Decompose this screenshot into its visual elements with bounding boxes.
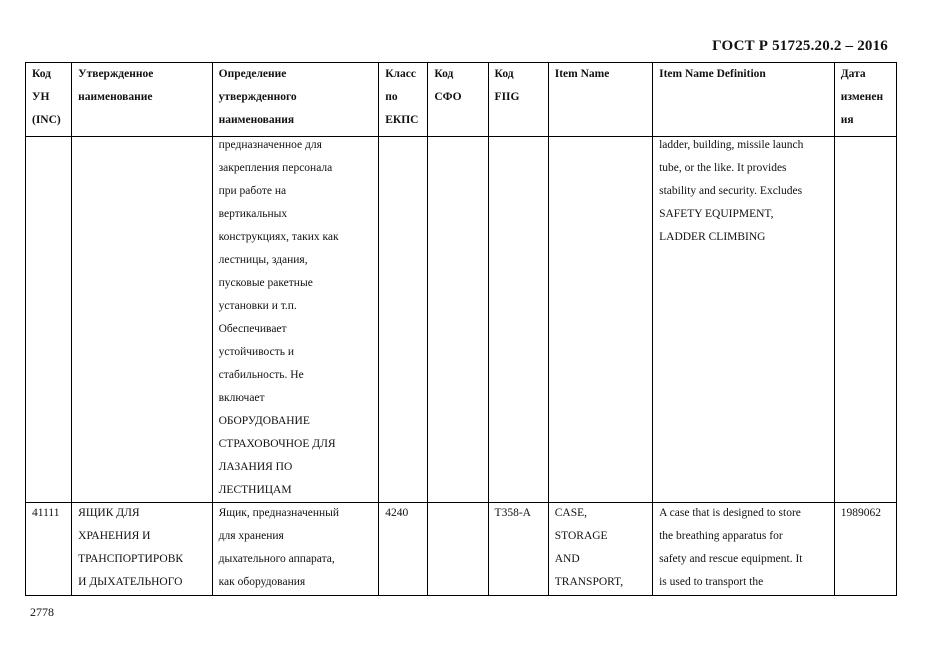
text-line: 1989062 [840,507,881,519]
header-name-definition [212,63,379,137]
text-line: изменен [840,91,884,103]
text-line: вертикальных [218,208,288,220]
text-line: утвержденного [218,91,297,103]
text-line: STORAGE [554,530,608,542]
text-line: ия [840,114,854,126]
cell-approved-name [72,137,212,503]
header-change-date [834,63,896,137]
cell-class-ekps [379,503,428,596]
standard-designation: ГОСТ Р 51725.20.2 – 2016 [712,38,888,54]
text-line: для хранения [218,530,284,542]
cell-item-name [548,503,652,596]
text-line: (INC) [32,114,61,126]
table-row [26,137,897,503]
text-line: установки и т.п. [218,300,297,312]
cell-name-definition [212,503,379,596]
text-line: ТРАНСПОРТИРОВК [78,553,184,565]
text-line: ХРАНЕНИЯ И [78,530,151,542]
table-header-row [26,63,897,137]
header-fiig-code [488,63,548,137]
text-line: И ДЫХАТЕЛЬНОГО [78,576,183,588]
text-line: наименование [78,91,153,103]
text-line: safety and rescue equipment. It [659,553,803,565]
text-line: tube, or the like. It provides [659,162,787,174]
text-line: is used to transport the [659,576,764,588]
text-line: Код [32,68,52,80]
text-line: T358-A [494,507,531,519]
table-row [26,503,897,596]
text-line: Код [494,68,514,80]
text-line: ОБОРУДОВАНИЕ [218,415,310,427]
cell-sfo-code [428,137,488,503]
text-line: СФО [434,91,462,103]
cell-inc-code [26,503,72,596]
text-line: при работе на [218,185,287,197]
text-line: Item Name Definition [659,68,766,80]
text-line: конструкциях, таких как [218,231,339,243]
cell-inc-code [26,137,72,503]
text-line: ЕКПС [385,114,419,126]
text-line: the breathing apparatus for [659,530,783,542]
text-line: по [385,91,398,103]
classification-table [25,62,897,596]
cell-item-name [548,137,652,503]
text-line: Класс [385,68,416,80]
text-line: стабильность. Не [218,369,304,381]
text-line: SAFETY EQUIPMENT, [659,208,774,220]
text-line: дыхательного аппарата, [218,553,335,565]
text-line: TRANSPORT, [554,576,624,588]
page-number: 2778 [30,605,54,619]
text-line: Дата [840,68,866,80]
cell-item-name-definition [653,503,835,596]
text-line: включает [218,392,265,404]
cell-change-date [834,503,896,596]
header-item-name [548,63,652,137]
text-line: устойчивость и [218,346,294,358]
cell-name-definition [212,137,379,503]
cell-fiig-code [488,503,548,596]
header-class-ekps [379,63,428,137]
text-line: Код [434,68,454,80]
text-line: ЯЩИК ДЛЯ [78,507,140,519]
cell-class-ekps [379,137,428,503]
text-line: Ящик, предназначенный [218,507,340,519]
text-line: FIIG [494,91,520,103]
text-line: предназначенное для [218,139,322,151]
cell-sfo-code [428,503,488,596]
text-line: LADDER CLIMBING [659,231,766,243]
text-line: AND [554,553,580,565]
header-approved-name [72,63,212,137]
text-line: пусковые ракетные [218,277,313,289]
text-line: stability and security. Excludes [659,185,803,197]
text-line: УН [32,91,50,103]
text-line: Определение [218,68,287,80]
cell-change-date [834,137,896,503]
text-line: ЛАЗАНИЯ ПО [218,461,293,473]
text-line: ЛЕСТНИЦАМ [218,484,292,496]
text-line: 41111 [32,507,60,519]
header-item-name-definition [653,63,835,137]
text-line: ladder, building, missile launch [659,139,804,151]
text-line: Item Name [554,68,610,80]
cell-approved-name [72,503,212,596]
text-line: как оборудования [218,576,306,588]
header-inc-code [26,63,72,137]
text-line: CASE, [554,507,588,519]
text-line: закрепления персонала [218,162,333,174]
cell-item-name-definition [653,137,835,503]
text-line: Утвержденное [78,68,154,80]
text-line: Обеспечивает [218,323,287,335]
text-line: СТРАХОВОЧНОЕ ДЛЯ [218,438,336,450]
header-sfo-code [428,63,488,137]
text-line: A case that is designed to store [659,507,801,519]
text-line: 4240 [385,507,409,519]
text-line: лестницы, здания, [218,254,308,266]
cell-fiig-code [488,137,548,503]
text-line: наименования [218,114,295,126]
